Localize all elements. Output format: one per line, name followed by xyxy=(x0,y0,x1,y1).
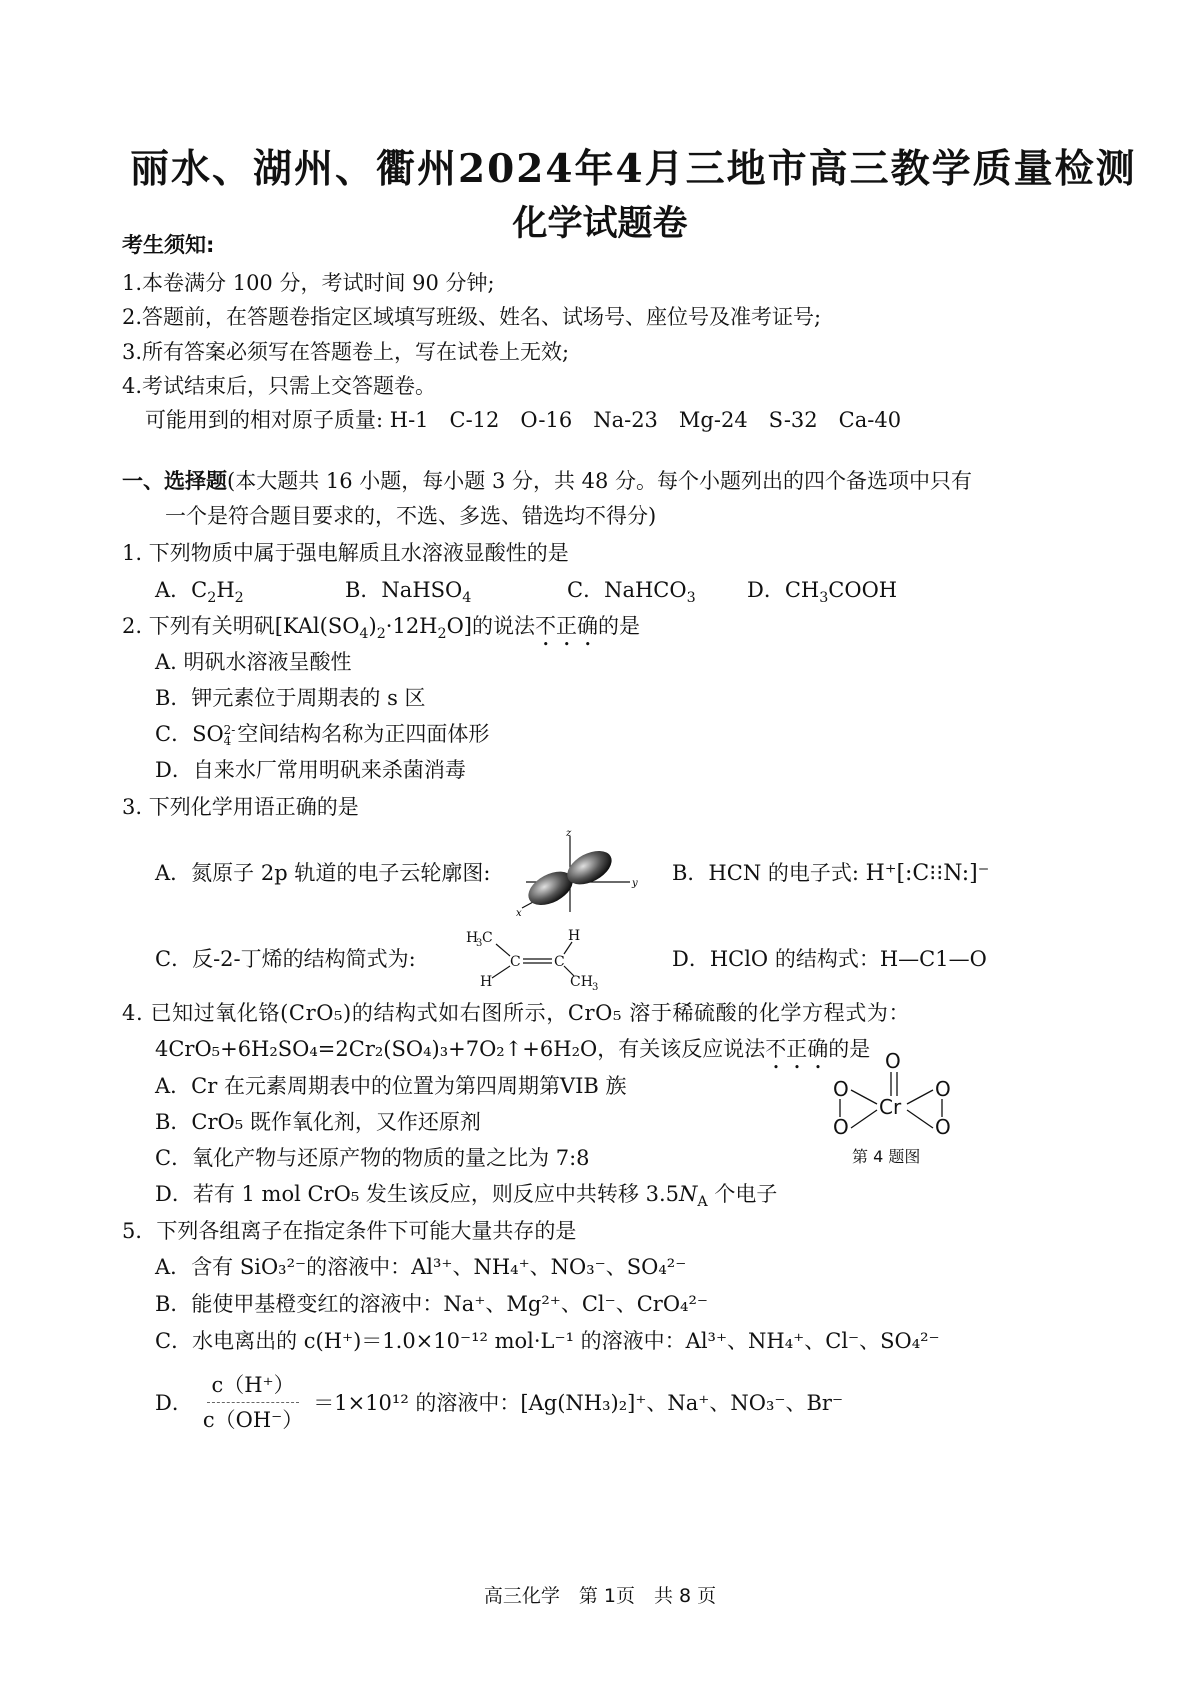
svg-text:O: O xyxy=(935,1115,951,1139)
q3-option-c: C．反-2-丁烯的结构简式为: xyxy=(155,947,416,971)
svg-text:CH: CH xyxy=(570,974,593,990)
q3-option-a: A．氮原子 2p 轨道的电子云轮廓图: xyxy=(155,861,491,885)
q1-option-a: A．$C_2H_2$ xyxy=(155,578,244,607)
q4-option-d: D．若有 1 mol CrO₅ 发生该反应，则反应中共转移 $3.5N_A$ 个电子 xyxy=(155,1182,778,1211)
q4-option-b: B．CrO₅ 既作氧化剂，又作还原剂 xyxy=(155,1110,481,1134)
atomic-mass-line: 可能用到的相对原子质量: H-1 C-12 O-16 Na-23 Mg-24 S-32 Ca-40 xyxy=(145,408,902,432)
svg-text:O: O xyxy=(833,1115,849,1139)
q4-option-c: C．氧化产物与还原产物的物质的量之比为 7:8 xyxy=(155,1146,590,1170)
trans-2-butene-structure xyxy=(462,920,612,992)
q2-option-a: A. 明矾水溶液呈酸性 xyxy=(155,650,352,674)
q1-stem: 1. 下列物质中属于强电解质且水溶液显酸性的是 xyxy=(122,541,569,565)
q1-option-c: C．NaHCO$_3$ xyxy=(567,578,696,607)
section-desc-2: 一个是符合题目要求的，不选、多选、错选均不得分) xyxy=(165,504,657,528)
q3-option-d: D．HClO 的结构式：H—C1—O xyxy=(672,947,987,971)
emphasis-not-correct: 不正确 xyxy=(765,1037,829,1061)
h-oh-ratio-fraction: $\frac{c(H^+)}{c(OH^-)}$ xyxy=(199,1370,307,1435)
section-title: 一、选择题 xyxy=(122,468,227,493)
page-footer: 高三化学 第 1页 共 8 页 xyxy=(483,1585,717,1607)
notice-item-4: 4.考试结束后，只需上交答题卷。 xyxy=(122,374,437,398)
exam-title: 丽水、湖州、衢州2024年4月三地市高三教学质量检测 xyxy=(130,146,1137,192)
notice-heading: 考生须知: xyxy=(122,233,215,257)
svg-text:C: C xyxy=(510,954,521,970)
svg-text:3: 3 xyxy=(476,938,483,949)
svg-text:x: x xyxy=(516,908,522,918)
q5-option-a: A．含有 SiO₃²⁻的溶液中：Al³⁺、NH₄⁺、NO₃⁻、SO₄²⁻ xyxy=(155,1255,687,1279)
q3-stem: 3. 下列化学用语正确的是 xyxy=(122,795,359,819)
notice-item-3: 3.所有答案必须写在答题卷上，写在试卷上无效; xyxy=(122,340,570,364)
q2-option-c: C．SO 2- 4 空间结构名称为正四面体形 xyxy=(155,722,490,748)
q4-stem-2: 4CrO₅+6H₂SO₄=2Cr₂(SO₄)₃+7O₂↑+6H₂O，有关该反应说法不正确的是 xyxy=(155,1037,871,1061)
svg-text:y: y xyxy=(632,878,638,889)
q5-stem: 5．下列各组离子在指定条件下可能大量共存的是 xyxy=(122,1219,577,1243)
hcn-electron-formula: H⁺[:C⁝⁝N:]⁻ xyxy=(865,861,990,886)
svg-text:H: H xyxy=(466,930,479,946)
q2-stem: 2. 下列有关明矾$[KAl(SO_4)_2\cdot 12H_2O]$的说法不正确的是 xyxy=(122,614,640,643)
figure-caption: 第 4 题图 xyxy=(852,1147,921,1166)
q5-option-b: B．能使甲基橙变红的溶液中：Na⁺、Mg²⁺、Cl⁻、CrO₄²⁻ xyxy=(155,1292,708,1316)
cro5-structure-figure xyxy=(825,1044,965,1140)
svg-text:H: H xyxy=(568,928,581,944)
notice-item-1: 1.本卷满分 100 分，考试时间 90 分钟; xyxy=(122,271,495,295)
exam-subtitle: 化学试题卷 xyxy=(512,204,688,244)
svg-text:3: 3 xyxy=(592,982,599,992)
q1-option-d: D．$CH_3COOH$ xyxy=(747,578,898,607)
svg-text:C: C xyxy=(482,930,493,946)
section-heading xyxy=(122,466,972,496)
q2-option-d: D．自来水厂常用明矾来杀菌消毒 xyxy=(155,758,466,782)
svg-text:O: O xyxy=(833,1077,849,1101)
q3-option-b: B．HCN 的电子式: H⁺[:C⁝⁝N:]⁻ xyxy=(672,861,990,886)
svg-text:Cr: Cr xyxy=(879,1095,902,1119)
emphasis-not-correct: 不正确 xyxy=(535,614,598,638)
svg-text:O: O xyxy=(935,1077,951,1101)
q5-option-c: C．水电离出的 c(H⁺)＝1.0×10⁻¹² mol·L⁻¹ 的溶液中：Al³⁺、NH₄⁺、Cl⁻、SO₄²⁻ xyxy=(155,1329,940,1353)
q1-option-b: B．NaHSO$_4$ xyxy=(345,578,472,607)
section-desc-1: (本大题共 16 小题，每小题 3 分，共 48 分。每个小题列出的四个备选项中只有 xyxy=(227,469,973,493)
q4-stem-1: 4. 已知过氧化铬(CrO₅)的结构式如右图所示，CrO₅ 溶于稀硫酸的化学方程式为： xyxy=(122,1001,911,1025)
q5-option-d: D． $\frac{c(H^+)}{c(OH^-)}$ ＝1×10¹² 的溶液中：[Ag(NH₃)₂]⁺、Na⁺、NO₃⁻、Br⁻ xyxy=(155,1370,843,1435)
notice-item-2: 2.答题前，在答题卷指定区域填写班级、姓名、试场号、座位号及准考证号; xyxy=(122,305,822,329)
q4-option-a: A．Cr 在元素周期表中的位置为第四周期第VIB 族 xyxy=(155,1074,627,1098)
svg-text:C: C xyxy=(554,954,565,970)
svg-text:z: z xyxy=(566,828,572,839)
q2-option-b: B．钾元素位于周期表的 s 区 xyxy=(155,686,426,710)
p-orbital-figure xyxy=(508,828,648,918)
svg-text:O: O xyxy=(885,1049,901,1073)
svg-text:H: H xyxy=(480,974,493,990)
